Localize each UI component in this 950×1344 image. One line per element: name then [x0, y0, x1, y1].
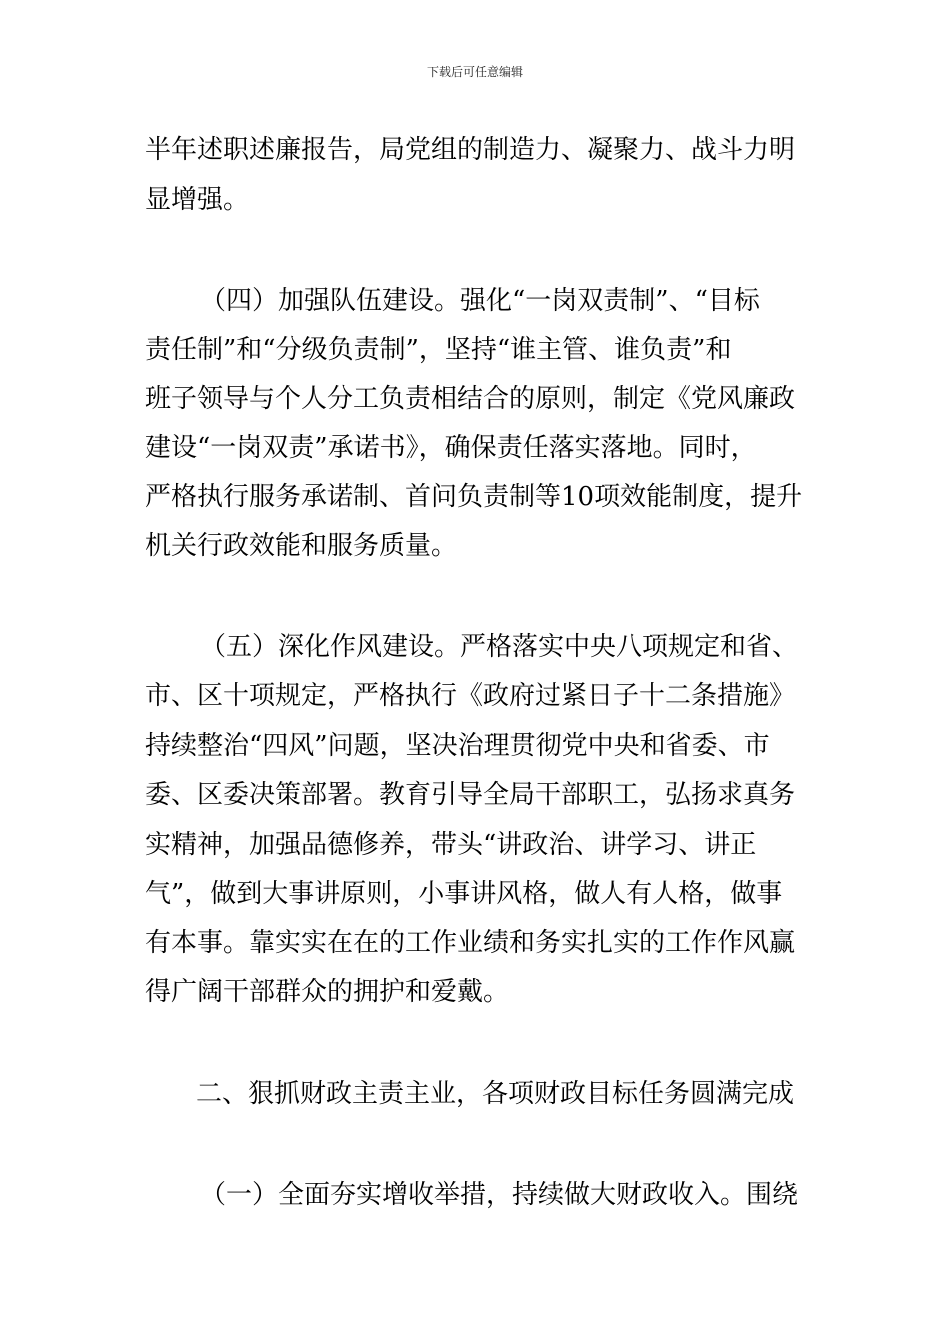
section-heading-2: 二、狠抓财政主责主业，各项财政目标任务圆满完成 — [196, 1079, 795, 1109]
text-line: 得广阔干部群众的拥护和爱戴。 — [145, 977, 510, 1007]
text-line: 机关行政效能和服务质量。 — [145, 531, 458, 561]
paragraph-heading-4: （四）加强队伍建设。强化“一岗双责制”、“目标 — [200, 286, 760, 316]
page-header-note: 下载后可任意编辑 — [426, 65, 523, 79]
text-line: 半年述职述廉报告，局党组的制造力、凝聚力、战斗力明 — [145, 135, 796, 165]
text-line: 气”，做到大事讲原则，小事讲风格，做人有人格，做事 — [145, 879, 783, 909]
text-line: 显增强。 — [145, 185, 250, 215]
paragraph-heading-1: （一）全面夯实增收举措，持续做大财政收入。围绕 — [200, 1180, 799, 1210]
text-line: 严格执行服务承诺制、首问负责制等10项效能制度，提升 — [145, 482, 803, 512]
text-line: 建设“一岗双责”承诺书》，确保责任落实落地。同时， — [145, 433, 757, 463]
text-line: 实精神，加强品德修养，带头“讲政治、讲学习、讲正 — [145, 830, 757, 860]
text-line: 委、区委决策部署。教育引导全局干部职工，弘扬求真务 — [145, 780, 796, 810]
text-line: 责任制”和“分级负责制”，坚持“谁主管、谁负责”和 — [145, 335, 732, 365]
text-line: 班子领导与个人分工负责相结合的原则，制定《党风廉政 — [145, 384, 796, 414]
text-line: 有本事。靠实实在在的工作业绩和务实扎实的工作作风赢 — [145, 928, 796, 958]
paragraph-heading-5: （五）深化作风建设。严格落实中央八项规定和省、 — [200, 632, 799, 662]
text-line: 市、区十项规定，严格执行《政府过紧日子十二条措施》 — [145, 681, 796, 711]
text-line: 持续整治“四风”问题，坚决治理贯彻党中央和省委、市 — [145, 731, 770, 761]
